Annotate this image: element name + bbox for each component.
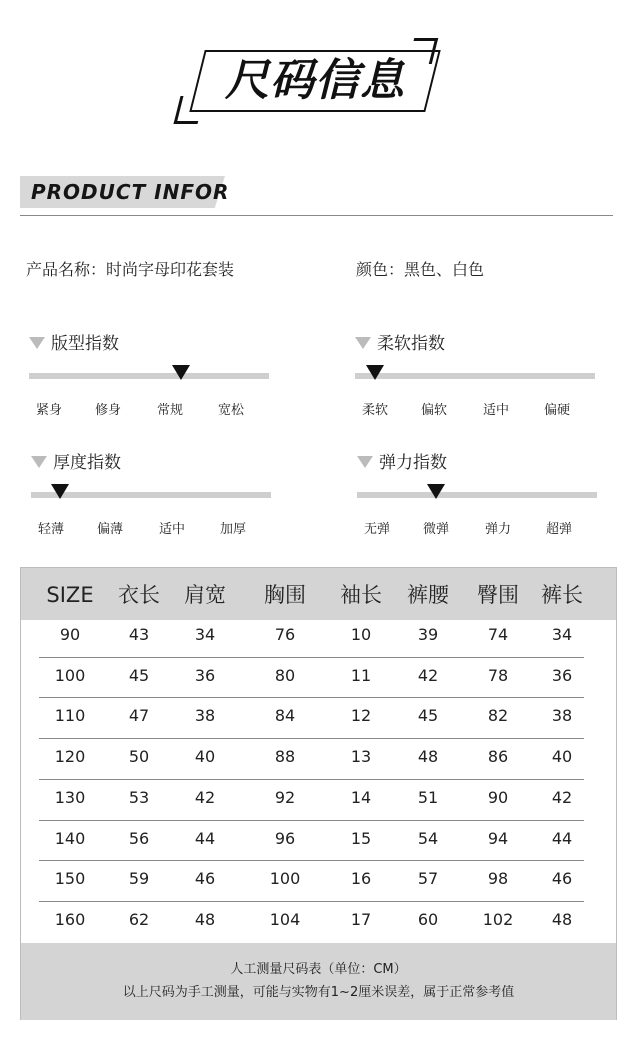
softness-index-bar: [355, 373, 595, 379]
elasticity-index-bar: [357, 492, 597, 498]
elasticity-index-marker: [427, 484, 445, 499]
triangle-icon: [29, 337, 45, 349]
measurement-cell: 34: [194, 625, 216, 644]
measurement-cell: 38: [551, 706, 573, 726]
measurement-cell: 51: [417, 787, 439, 807]
measurement-cell: 82: [487, 706, 509, 726]
thickness-index-heading: [31, 452, 121, 474]
fit-index-bar: [29, 373, 269, 379]
measurement-cell: 13: [350, 747, 372, 767]
size-cell: 160: [54, 909, 86, 929]
row-divider: [39, 820, 584, 821]
measurement-cell: 96: [274, 828, 296, 848]
product-name-label: 产品名称：: [26, 260, 107, 279]
measurement-cell: 47: [128, 706, 150, 726]
title-block: [175, 38, 465, 128]
column-header: SIZE: [46, 583, 94, 607]
fit-index-marker: [172, 365, 190, 380]
section-divider: [20, 215, 613, 216]
thickness-index-label: 加厚: [219, 522, 246, 537]
size-cell: 140: [54, 828, 86, 848]
softness-index-label: 柔软: [361, 403, 388, 418]
softness-index-marker: [366, 365, 384, 380]
size-table-header: [21, 568, 616, 620]
measurement-cell: 76: [274, 625, 296, 644]
measurement-cell: 36: [551, 665, 573, 685]
thickness-index-marker: [51, 484, 69, 499]
fit-index-label: 常规: [156, 403, 183, 418]
measurement-cell: 54: [417, 828, 439, 848]
measurement-cell: 62: [128, 909, 150, 929]
fit-index-label: 宽松: [217, 403, 244, 418]
size-cell: 150: [54, 869, 86, 889]
measurement-cell: 48: [194, 909, 216, 929]
size-table-footer: [21, 943, 616, 1020]
measurement-cell: 46: [194, 869, 216, 889]
elasticity-index-label: 弹力: [484, 522, 511, 537]
size-cell: 90: [59, 625, 81, 644]
measurement-cell: 53: [128, 787, 150, 807]
size-cell: 100: [54, 665, 86, 685]
page-title: 尺码信息: [225, 55, 405, 106]
softness-index-label: 适中: [482, 403, 509, 418]
measurement-cell: 98: [487, 869, 509, 889]
elasticity-index-label: 无弹: [363, 522, 390, 537]
triangle-icon: [31, 456, 47, 468]
softness-index-label: 偏硬: [543, 403, 570, 418]
row-divider: [39, 860, 584, 861]
product-infor-label: PRODUCT INFOR: [31, 180, 230, 204]
column-header: 衣长: [118, 583, 160, 607]
column-header: 袖长: [340, 583, 382, 607]
measurement-cell: 15: [350, 828, 372, 848]
product-name-line: [26, 260, 234, 280]
size-cell: 120: [54, 747, 86, 767]
measurement-cell: 16: [350, 869, 372, 889]
row-divider: [39, 657, 584, 658]
row-divider: [39, 738, 584, 739]
measurement-cell: 17: [350, 909, 372, 929]
measurement-cell: 12: [350, 706, 372, 726]
measurement-cell: 14: [350, 787, 372, 807]
elasticity-index-label: 微弹: [422, 522, 449, 537]
size-cell: 130: [54, 787, 86, 807]
measurement-cell: 36: [194, 665, 216, 685]
measurement-cell: 59: [128, 869, 150, 889]
measurement-cell: 84: [274, 706, 296, 726]
column-header: 胸围: [264, 583, 306, 607]
measurement-cell: 10: [350, 625, 372, 644]
measurement-cell: 40: [194, 747, 216, 767]
size-cell: 110: [54, 706, 86, 726]
measurement-cell: 94: [487, 828, 509, 848]
measurement-cell: 44: [551, 828, 573, 848]
softness-index-title: 柔软指数: [377, 334, 445, 354]
measurement-cell: 88: [274, 747, 296, 767]
measurement-cell: 39: [417, 625, 439, 644]
measurement-cell: 50: [128, 747, 150, 767]
measurement-cell: 86: [487, 747, 509, 767]
measurement-cell: 100: [269, 869, 301, 889]
fit-index-title: 版型指数: [51, 334, 119, 354]
measurement-cell: 48: [417, 747, 439, 767]
measurement-cell: 42: [194, 787, 216, 807]
product-color-line: [356, 260, 484, 280]
row-divider: [39, 901, 584, 902]
measurement-cell: 80: [274, 665, 296, 685]
measurement-cell: 60: [417, 909, 439, 929]
measurement-cell: 40: [551, 747, 573, 767]
triangle-icon: [355, 337, 371, 349]
measurement-cell: 44: [194, 828, 216, 848]
measurement-cell: 104: [269, 909, 301, 929]
size-table: [20, 567, 617, 1020]
column-header: 臀围: [477, 583, 519, 607]
thickness-index-label: 轻薄: [37, 522, 64, 537]
measurement-cell: 43: [128, 625, 150, 644]
column-header: 裤腰: [407, 583, 449, 607]
measurement-cell: 102: [482, 909, 514, 929]
measurement-cell: 45: [128, 665, 150, 685]
measurement-cell: 42: [551, 787, 573, 807]
thickness-index-label: 适中: [158, 522, 185, 537]
measurement-cell: 57: [417, 869, 439, 889]
triangle-icon: [357, 456, 373, 468]
softness-index-label: 偏软: [420, 403, 447, 418]
product-name-value: 时尚字母印花套装: [106, 260, 235, 279]
row-divider: [39, 697, 584, 698]
fit-index-label: 紧身: [35, 403, 62, 418]
thickness-index-label: 偏薄: [96, 522, 123, 537]
product-color-label: 颜色：: [356, 260, 405, 279]
size-table-note-title: 人工测量尺码表（单位：CM）: [230, 962, 407, 977]
measurement-cell: 90: [487, 787, 509, 807]
elasticity-index-title: 弹力指数: [379, 453, 447, 473]
column-header: 肩宽: [184, 583, 226, 607]
fit-index-label: 修身: [94, 403, 121, 418]
product-color-value: 黑色、白色: [404, 260, 485, 279]
row-divider: [39, 779, 584, 780]
fit-index-heading: [29, 333, 119, 355]
measurement-cell: 34: [551, 625, 573, 644]
thickness-index-title: 厚度指数: [53, 453, 121, 473]
measurement-cell: 48: [551, 909, 573, 929]
measurement-cell: 74: [487, 625, 509, 644]
column-header: 裤长: [541, 583, 583, 607]
measurement-cell: 46: [551, 869, 573, 889]
measurement-cell: 38: [194, 706, 216, 726]
measurement-cell: 78: [487, 665, 509, 685]
measurement-cell: 92: [274, 787, 296, 807]
measurement-cell: 11: [350, 665, 372, 685]
size-table-note-disclaimer: 以上尺码为手工测量，可能与实物有1~2厘米误差，属于正常参考值: [122, 985, 515, 1000]
elasticity-index-label: 超弹: [545, 522, 572, 537]
elasticity-index-heading: [357, 452, 447, 474]
measurement-cell: 42: [417, 665, 439, 685]
softness-index-heading: [355, 333, 445, 355]
measurement-cell: 45: [417, 706, 439, 726]
measurement-cell: 56: [128, 828, 150, 848]
